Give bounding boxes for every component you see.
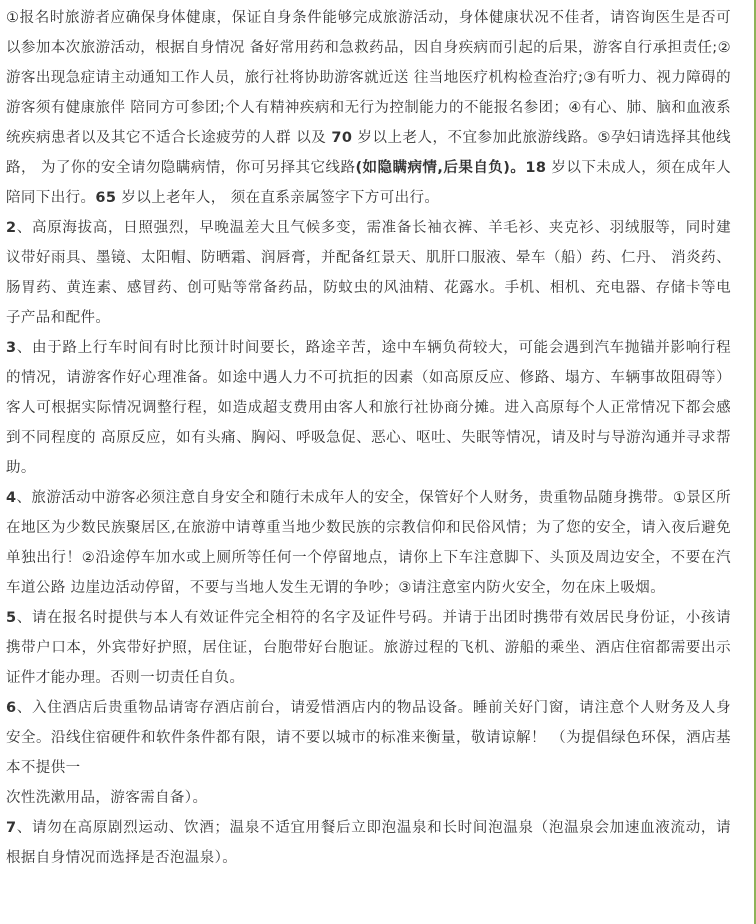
note-5-number: 5 bbox=[6, 610, 17, 626]
note-1-text-c: 岁以上老人，不宜参加此旅游线路。⑤孕妇请选择其他线路， 为了你的安全请勿隐瞒病情，你可另择其它线路 bbox=[6, 130, 731, 176]
note-paragraph-1 bbox=[6, 3, 731, 213]
note-1-conceal-warning: (如隐瞒病情,后果自负)。18 bbox=[355, 160, 547, 176]
travel-notes bbox=[6, 3, 731, 873]
note-4-number: 4 bbox=[6, 490, 17, 506]
note-paragraph-2 bbox=[6, 213, 731, 333]
note-paragraph-6-continued: 次性洗漱用品，游客需自备）。 bbox=[6, 790, 208, 806]
note-6-number: 6 bbox=[6, 700, 17, 716]
note-paragraph-5 bbox=[6, 603, 731, 693]
note-3-text: 、由于路上行车时间有时比预计时间要长，路途辛苦，途中车辆负荷较大，可能会遇到汽车抛锚并影响行程的情况，请游客作好心理准备。如途中遇人力不可抗拒的因素（如高原反应、修路、塌方、车辆事故阻碍等）客人可根据实际情况调整行程，如造成超支费用由客人和旅行社协商分摊。进入高原每个人正常情况下都会感到不同程度的 高原反应，如有头痛、胸闷、呼吸急促、恶心、呕吐、失眠等情况，请及时与导游沟通并寻求帮助。 bbox=[6, 340, 731, 476]
note-paragraph-3 bbox=[6, 333, 731, 483]
note-1-text-e: 岁以下未成人，须在成年人陪同下出行。 bbox=[6, 160, 731, 206]
note-4-text: 、旅游活动中游客必须注意自身安全和随行未成年人的安全，保管好个人财务，贵重物品随身携带。①景区所在地区为少数民族聚居区,在旅游中请尊重当地少数民族的宗教信仰和民俗风情；为了您的安全，请入夜后避免单独出行！②沿途停车加水或上厕所等任何一个停留地点，请你上下车注意脚下、头顶及周边安全，不要在汽车道公路 边崖边活动停留，不要与当地人发生无谓的争吵；③请注意室内防火安全，勿在床上吸烟。 bbox=[6, 490, 731, 596]
note-1-age-65: 65 bbox=[95, 190, 117, 206]
note-1-text-a: ①报名时旅游者应确保身体健康，保证自身条件能够完成旅游活动，身体健康状况不佳者，请咨询医生是否可以参加本次旅游活动，根据自身情况 备好常用药和急救药品，因自身疾病而引起的后果，游客自行承担责任;②游客出现急症请主动通知工作人员，旅行社将协助游客就近送 往当地医疗机构检查治疗;③有听力、视力障碍的游客须有健康旅伴 陪同方可参团;个人有精神疾病和无行为控制能力的不能报名参团；④有心、肺、脑和血液系统疾病患者以及其它不适合长途疲劳的人群 以及 bbox=[6, 10, 731, 146]
note-7-text: 、请勿在高原剧烈运动、饮酒；温泉不适宜用餐后立即泡温泉和长时间泡温泉（泡温泉会加速血液流动，请根据自身情况而选择是否泡温泉）。 bbox=[6, 820, 731, 866]
note-paragraph-4 bbox=[6, 483, 731, 603]
note-1-text-g: 岁以上老年人， 须在直系亲属签字下方可出行。 bbox=[116, 190, 440, 206]
note-paragraph-6 bbox=[6, 693, 731, 783]
note-1-age-70: 70 bbox=[331, 130, 353, 146]
note-5-text: 、请在报名时提供与本人有效证件完全相符的名字及证件号码。并请于出团时携带有效居民身份证，小孩请携带户口本，外宾带好护照，居住证，台胞带好台胞证。旅游过程的飞机、游船的乘坐、酒店住宿都需要出示证件才能办理。否则一切责任自负。 bbox=[6, 610, 731, 686]
note-7-number: 7 bbox=[6, 820, 17, 836]
note-6-text: 、入住酒店后贵重物品请寄存酒店前台，请爱惜酒店内的物品设备。睡前关好门窗，请注意个人财务及人身安全。沿线住宿硬件和软件条件都有限，请不要以城市的标准来衡量，敬请谅解！ （为提倡绿色环保，酒店基本不提供一 bbox=[6, 700, 731, 776]
note-2-text: 、高原海拔高，日照强烈，早晚温差大且气候多变，需准备长袖衣裤、羊毛衫、夹克衫、羽绒服等，同时建议带好雨具、墨镜、太阳帽、防晒霜、润唇膏，并配备红景天、肌肝口服液、晕车（船）药、仁丹、 消炎药、肠胃药、黄连素、感冒药、创可贴等常备药品，防蚊虫的风油精、花露水。手机、相机、充电器、存储卡等电子产品和配件。 bbox=[6, 220, 731, 326]
note-paragraph-7 bbox=[6, 813, 731, 873]
note-3-number: 3 bbox=[6, 340, 17, 356]
note-2-number: 2 bbox=[6, 220, 17, 236]
